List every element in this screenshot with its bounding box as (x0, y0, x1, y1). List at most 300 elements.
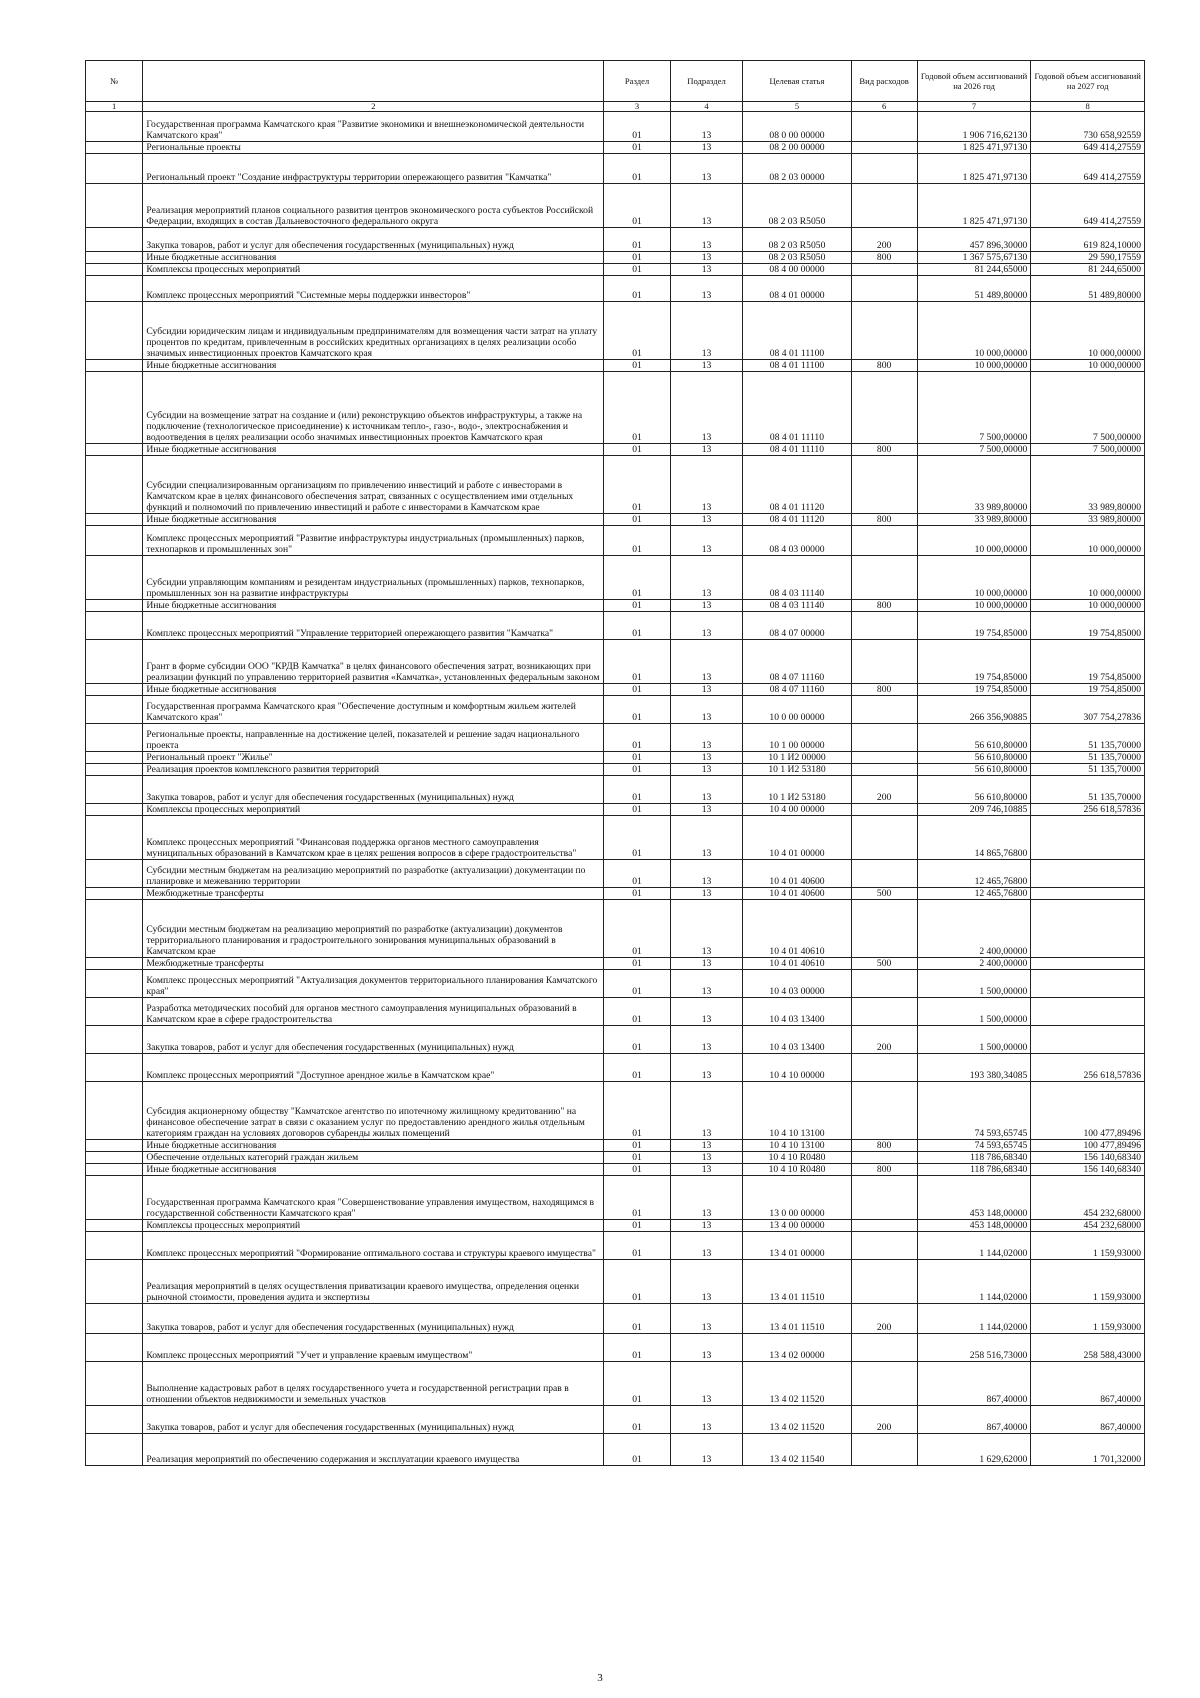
cell-2027: 51 135,70000 (1031, 752, 1145, 764)
cell-razdel: 01 (604, 112, 670, 142)
cell-name: Субсидия акционерному обществу "Камчатское агентство по ипотечному жилищному кредитованию" на финансовое обеспечение затрат в связи с оказанием услуг по предоставлению арендного жилья отдельным категориям граждан на условиях договоров субаренды жилых помещений (143, 1082, 604, 1140)
cell-razdel: 01 (604, 900, 670, 958)
cell-target: 10 4 10 13100 (743, 1082, 851, 1140)
cell-num (86, 1232, 143, 1260)
cell-target: 10 1 И2 53180 (743, 776, 851, 804)
cell-name: Комплекс процессных мероприятий "Системные меры поддержки инвесторов" (143, 276, 604, 302)
cell-vid (851, 372, 917, 444)
table-row (86, 252, 1145, 264)
cell-2026: 10 000,00000 (917, 526, 1031, 556)
cell-num (86, 1406, 143, 1434)
cell-name: Реализация мероприятий по обеспечению содержания и эксплуатации краевого имущества (143, 1434, 604, 1466)
cell-vid (851, 816, 917, 860)
cell-2026: 56 610,80000 (917, 764, 1031, 776)
cell-vid (851, 184, 917, 228)
table-row (86, 228, 1145, 252)
cell-razdel: 01 (604, 1054, 670, 1082)
cell-num (86, 444, 143, 456)
colnum: 5 (743, 102, 851, 112)
cell-podrazdel: 13 (670, 1220, 743, 1232)
cell-2027 (1031, 816, 1145, 860)
cell-vid (851, 1362, 917, 1406)
cell-target: 10 4 00 00000 (743, 804, 851, 816)
cell-num (86, 1176, 143, 1220)
table-row (86, 264, 1145, 276)
header-num: № (86, 61, 143, 102)
cell-name: Реализация мероприятий планов социального развития центров экономического роста субъектов Российской Федерации, входящих в состав Дальневосточного федерального округа (143, 184, 604, 228)
cell-vid: 800 (851, 600, 917, 612)
cell-vid (851, 556, 917, 600)
cell-num (86, 804, 143, 816)
table-row (86, 816, 1145, 860)
header-2026: Годовой объем ассигнований на 2026 год (917, 61, 1031, 102)
cell-razdel: 01 (604, 958, 670, 970)
cell-podrazdel: 13 (670, 1054, 743, 1082)
cell-name: Комплекс процессных мероприятий "Финансовая поддержка органов местного самоуправления муниципальных образований в Камчатском крае в целях решения вопросов в сфере градостроительства" (143, 816, 604, 860)
cell-2026: 56 610,80000 (917, 752, 1031, 764)
cell-2026: 1 629,62000 (917, 1434, 1031, 1466)
table-row (86, 184, 1145, 228)
cell-target: 10 4 01 40610 (743, 900, 851, 958)
cell-vid: 800 (851, 684, 917, 696)
cell-target: 08 4 03 11140 (743, 600, 851, 612)
cell-podrazdel: 13 (670, 612, 743, 640)
cell-podrazdel: 13 (670, 724, 743, 752)
header-razdel: Раздел (604, 61, 670, 102)
cell-2027: 156 140,68340 (1031, 1164, 1145, 1176)
cell-vid: 800 (851, 1164, 917, 1176)
cell-target: 13 4 02 00000 (743, 1334, 851, 1362)
cell-name: Региональный проект "Создание инфраструктуры территории опережающего развития "Камчатка" (143, 154, 604, 184)
cell-target: 08 2 03 R5050 (743, 252, 851, 264)
cell-2026: 14 865,76800 (917, 816, 1031, 860)
table-row (86, 1434, 1145, 1466)
cell-2027: 19 754,85000 (1031, 640, 1145, 684)
cell-vid (851, 276, 917, 302)
cell-razdel: 01 (604, 184, 670, 228)
cell-razdel: 01 (604, 860, 670, 888)
cell-podrazdel: 13 (670, 1434, 743, 1466)
cell-razdel: 01 (604, 764, 670, 776)
cell-podrazdel: 13 (670, 1176, 743, 1220)
cell-2027: 29 590,17559 (1031, 252, 1145, 264)
cell-name: Комплекс процессных мероприятий "Актуализация документов территориального планирования Камчатского края" (143, 970, 604, 998)
cell-num (86, 684, 143, 696)
cell-target: 08 2 00 00000 (743, 142, 851, 154)
cell-name: Закупка товаров, работ и услуг для обеспечения государственных (муниципальных) нужд (143, 776, 604, 804)
cell-razdel: 01 (604, 1434, 670, 1466)
cell-target: 08 2 03 R5050 (743, 184, 851, 228)
cell-num (86, 1140, 143, 1152)
cell-num (86, 556, 143, 600)
cell-name: Региональные проекты (143, 142, 604, 154)
table-row (86, 958, 1145, 970)
cell-2026: 81 244,65000 (917, 264, 1031, 276)
cell-2027: 156 140,68340 (1031, 1152, 1145, 1164)
cell-vid (851, 1334, 917, 1362)
cell-2027: 10 000,00000 (1031, 302, 1145, 360)
cell-razdel: 01 (604, 1164, 670, 1176)
cell-num (86, 1260, 143, 1304)
cell-target: 08 4 03 11140 (743, 556, 851, 600)
cell-num (86, 1304, 143, 1334)
cell-2026: 1 825 471,97130 (917, 154, 1031, 184)
cell-name: Государственная программа Камчатского края "Развитие экономики и внешнеэкономической деятельности Камчатского края" (143, 112, 604, 142)
table-row (86, 1152, 1145, 1164)
cell-target: 10 4 10 13100 (743, 1140, 851, 1152)
cell-2026: 266 356,90885 (917, 696, 1031, 724)
table-row (86, 860, 1145, 888)
cell-name: Субсидии на возмещение затрат на создание и (или) реконструкцию объектов инфраструктуры, а также на подключение (технологическое присоединение) к источникам тепло-, газо-, водо-, электроснабжения и водоотведения в целях реализации особо значимых инвестиционных проектов Камчатского края (143, 372, 604, 444)
cell-2027: 51 135,70000 (1031, 764, 1145, 776)
cell-num (86, 112, 143, 142)
table-row (86, 360, 1145, 372)
cell-2026: 209 746,10885 (917, 804, 1031, 816)
cell-podrazdel: 13 (670, 112, 743, 142)
cell-razdel: 01 (604, 724, 670, 752)
cell-2027: 10 000,00000 (1031, 556, 1145, 600)
cell-razdel: 01 (604, 1232, 670, 1260)
cell-2026: 1 367 575,67130 (917, 252, 1031, 264)
cell-podrazdel: 13 (670, 860, 743, 888)
cell-num (86, 860, 143, 888)
cell-num (86, 888, 143, 900)
cell-target: 08 4 01 11110 (743, 444, 851, 456)
colnum: 7 (917, 102, 1031, 112)
cell-vid (851, 456, 917, 514)
cell-vid: 800 (851, 1140, 917, 1152)
cell-razdel: 01 (604, 1140, 670, 1152)
cell-2026: 74 593,65745 (917, 1082, 1031, 1140)
cell-vid: 200 (851, 1304, 917, 1334)
cell-podrazdel: 13 (670, 444, 743, 456)
cell-2027: 33 989,80000 (1031, 514, 1145, 526)
cell-num (86, 514, 143, 526)
cell-2027: 454 232,68000 (1031, 1176, 1145, 1220)
cell-razdel: 01 (604, 444, 670, 456)
cell-vid: 200 (851, 1406, 917, 1434)
cell-podrazdel: 13 (670, 1152, 743, 1164)
cell-name: Иные бюджетные ассигнования (143, 444, 604, 456)
colnum: 8 (1031, 102, 1145, 112)
cell-2026: 7 500,00000 (917, 444, 1031, 456)
cell-vid (851, 724, 917, 752)
cell-razdel: 01 (604, 600, 670, 612)
cell-2027: 258 588,43000 (1031, 1334, 1145, 1362)
cell-razdel: 01 (604, 1362, 670, 1406)
cell-name: Межбюджетные трансферты (143, 958, 604, 970)
cell-num (86, 764, 143, 776)
cell-target: 10 4 10 R0480 (743, 1164, 851, 1176)
cell-razdel: 01 (604, 612, 670, 640)
cell-vid (851, 1054, 917, 1082)
cell-2026: 867,40000 (917, 1406, 1031, 1434)
cell-name: Комплексы процессных мероприятий (143, 804, 604, 816)
cell-target: 08 4 01 11120 (743, 514, 851, 526)
cell-podrazdel: 13 (670, 764, 743, 776)
cell-vid: 200 (851, 1026, 917, 1054)
colnum: 3 (604, 102, 670, 112)
cell-2026: 56 610,80000 (917, 724, 1031, 752)
cell-vid (851, 1434, 917, 1466)
cell-2026: 10 000,00000 (917, 302, 1031, 360)
table-row (86, 1164, 1145, 1176)
cell-target: 10 0 00 00000 (743, 696, 851, 724)
cell-name: Государственная программа Камчатского края "Обеспечение доступным и комфортным жильем жителей Камчатского края" (143, 696, 604, 724)
cell-2027 (1031, 958, 1145, 970)
cell-vid (851, 998, 917, 1026)
cell-name: Иные бюджетные ассигнования (143, 600, 604, 612)
cell-name: Субсидии специализированным организациям по привлечению инвестиций и работе с инвесторами в Камчатском крае в целях финансового обеспечения затрат, связанных с осуществлением ими отдельных функций и полномочий по привлечению инвестиций и работе с инвесторами в Камчатском крае (143, 456, 604, 514)
cell-name: Региональный проект "Жилье" (143, 752, 604, 764)
header-name (143, 61, 604, 102)
cell-vid: 200 (851, 776, 917, 804)
cell-vid (851, 1082, 917, 1140)
cell-vid: 500 (851, 888, 917, 900)
cell-num (86, 276, 143, 302)
cell-podrazdel: 13 (670, 900, 743, 958)
cell-target: 08 4 07 11160 (743, 684, 851, 696)
cell-2027: 10 000,00000 (1031, 600, 1145, 612)
cell-name: Разработка методических пособий для органов местного самоуправления муниципальных образований в Камчатском крае в сфере градостроительства (143, 998, 604, 1026)
cell-podrazdel: 13 (670, 1026, 743, 1054)
cell-podrazdel: 13 (670, 456, 743, 514)
cell-num (86, 724, 143, 752)
colnum: 2 (143, 102, 604, 112)
cell-2027: 10 000,00000 (1031, 360, 1145, 372)
cell-vid (851, 640, 917, 684)
table-row (86, 752, 1145, 764)
cell-name: Реализация мероприятий в целях осуществления приватизации краевого имущества, определения оценки рыночной стоимости, проведения аудита и экспертизы (143, 1260, 604, 1304)
cell-2026: 457 896,30000 (917, 228, 1031, 252)
cell-vid (851, 860, 917, 888)
cell-razdel: 01 (604, 752, 670, 764)
table-row (86, 1260, 1145, 1304)
cell-2026: 2 400,00000 (917, 900, 1031, 958)
cell-razdel: 01 (604, 252, 670, 264)
cell-vid (851, 1176, 917, 1220)
cell-name: Комплекс процессных мероприятий "Управление территорией опережающего развития "Камчатка" (143, 612, 604, 640)
cell-target: 08 2 03 R5050 (743, 228, 851, 252)
cell-vid (851, 752, 917, 764)
cell-2026: 1 500,00000 (917, 1026, 1031, 1054)
cell-vid: 800 (851, 360, 917, 372)
cell-podrazdel: 13 (670, 372, 743, 444)
cell-razdel: 01 (604, 1152, 670, 1164)
cell-razdel: 01 (604, 640, 670, 684)
cell-razdel: 01 (604, 372, 670, 444)
cell-podrazdel: 13 (670, 752, 743, 764)
cell-num (86, 526, 143, 556)
cell-podrazdel: 13 (670, 684, 743, 696)
cell-name: Комплекс процессных мероприятий "Доступное арендное жилье в Камчатском крае" (143, 1054, 604, 1082)
table-row (86, 684, 1145, 696)
cell-podrazdel: 13 (670, 776, 743, 804)
cell-podrazdel: 13 (670, 276, 743, 302)
cell-2027: 10 000,00000 (1031, 526, 1145, 556)
cell-2026: 33 989,80000 (917, 456, 1031, 514)
cell-vid: 800 (851, 252, 917, 264)
cell-name: Закупка товаров, работ и услуг для обеспечения государственных (муниципальных) нужд (143, 228, 604, 252)
cell-podrazdel: 13 (670, 816, 743, 860)
cell-2026: 12 465,76800 (917, 888, 1031, 900)
cell-target: 08 4 01 00000 (743, 276, 851, 302)
table-row (86, 276, 1145, 302)
cell-num (86, 184, 143, 228)
cell-podrazdel: 13 (670, 1304, 743, 1334)
cell-2027: 730 658,92559 (1031, 112, 1145, 142)
cell-num (86, 1220, 143, 1232)
cell-num (86, 1434, 143, 1466)
cell-razdel: 01 (604, 360, 670, 372)
cell-2026: 118 786,68340 (917, 1152, 1031, 1164)
table-row (86, 112, 1145, 142)
cell-target: 10 4 01 40600 (743, 860, 851, 888)
cell-podrazdel: 13 (670, 1260, 743, 1304)
cell-num (86, 264, 143, 276)
cell-2026: 867,40000 (917, 1362, 1031, 1406)
cell-razdel: 01 (604, 970, 670, 998)
cell-vid (851, 900, 917, 958)
cell-2026: 19 754,85000 (917, 684, 1031, 696)
cell-razdel: 01 (604, 1220, 670, 1232)
table-row (86, 804, 1145, 816)
cell-num (86, 958, 143, 970)
cell-target: 10 4 01 40600 (743, 888, 851, 900)
cell-target: 08 4 01 11100 (743, 302, 851, 360)
cell-num (86, 360, 143, 372)
cell-razdel: 01 (604, 804, 670, 816)
cell-podrazdel: 13 (670, 1334, 743, 1362)
cell-target: 13 4 00 00000 (743, 1220, 851, 1232)
cell-2027 (1031, 888, 1145, 900)
cell-num (86, 752, 143, 764)
cell-num (86, 640, 143, 684)
cell-num (86, 900, 143, 958)
cell-2026: 1 144,02000 (917, 1232, 1031, 1260)
cell-2027: 1 159,93000 (1031, 1232, 1145, 1260)
cell-target: 13 4 02 11520 (743, 1362, 851, 1406)
colnum: 1 (86, 102, 143, 112)
table-row (86, 724, 1145, 752)
cell-name: Межбюджетные трансферты (143, 888, 604, 900)
cell-2026: 453 148,00000 (917, 1176, 1031, 1220)
table-row (86, 970, 1145, 998)
cell-vid (851, 302, 917, 360)
cell-target: 08 4 03 00000 (743, 526, 851, 556)
cell-num (86, 600, 143, 612)
table-row (86, 900, 1145, 958)
cell-vid (851, 112, 917, 142)
cell-razdel: 01 (604, 456, 670, 514)
cell-num (86, 1082, 143, 1140)
cell-podrazdel: 13 (670, 1082, 743, 1140)
cell-name: Закупка товаров, работ и услуг для обеспечения государственных (муниципальных) нужд (143, 1406, 604, 1434)
cell-num (86, 372, 143, 444)
colnum: 6 (851, 102, 917, 112)
cell-razdel: 01 (604, 776, 670, 804)
cell-razdel: 01 (604, 816, 670, 860)
cell-2026: 56 610,80000 (917, 776, 1031, 804)
page-number: 3 (597, 1672, 603, 1684)
cell-podrazdel: 13 (670, 252, 743, 264)
cell-target: 10 4 01 00000 (743, 816, 851, 860)
cell-name: Иные бюджетные ассигнования (143, 360, 604, 372)
cell-razdel: 01 (604, 154, 670, 184)
cell-vid (851, 1260, 917, 1304)
cell-num (86, 142, 143, 154)
cell-name: Субсидии юридическим лицам и индивидуальным предпринимателям для возмещения части затрат на уплату процентов по кредитам, привлеченным в российских кредитных организациях в целях реализации особо значимых инвестиционных проектов Камчатского края (143, 302, 604, 360)
cell-2026: 51 489,80000 (917, 276, 1031, 302)
cell-name: Комплексы процессных мероприятий (143, 1220, 604, 1232)
cell-2026: 33 989,80000 (917, 514, 1031, 526)
colnum: 4 (670, 102, 743, 112)
cell-name: Субсидии местным бюджетам на реализацию мероприятий по разработке (актуализации) документов территориального планирования и градостроительного зонирования муниципальных образований в Камчатском крае (143, 900, 604, 958)
cell-2027: 307 754,27836 (1031, 696, 1145, 724)
cell-name: Государственная программа Камчатского края "Совершенствование управления имуществом, находящимся в государственной собственности Камчатского края" (143, 1176, 604, 1220)
cell-name: Иные бюджетные ассигнования (143, 1140, 604, 1152)
cell-vid (851, 1152, 917, 1164)
cell-2026: 10 000,00000 (917, 556, 1031, 600)
cell-podrazdel: 13 (670, 640, 743, 684)
cell-2027: 7 500,00000 (1031, 372, 1145, 444)
table-row (86, 776, 1145, 804)
cell-vid (851, 142, 917, 154)
cell-podrazdel: 13 (670, 264, 743, 276)
cell-2027: 1 159,93000 (1031, 1260, 1145, 1304)
cell-name: Закупка товаров, работ и услуг для обеспечения государственных (муниципальных) нужд (143, 1026, 604, 1054)
cell-razdel: 01 (604, 556, 670, 600)
cell-2027: 51 135,70000 (1031, 776, 1145, 804)
cell-podrazdel: 13 (670, 142, 743, 154)
cell-2027: 7 500,00000 (1031, 444, 1145, 456)
table-row (86, 764, 1145, 776)
header-podrazdel: Подраздел (670, 61, 743, 102)
cell-vid (851, 1220, 917, 1232)
cell-razdel: 01 (604, 526, 670, 556)
table-row (86, 1220, 1145, 1232)
cell-2026: 1 825 471,97130 (917, 184, 1031, 228)
cell-podrazdel: 13 (670, 970, 743, 998)
table-row (86, 1406, 1145, 1434)
cell-2027: 19 754,85000 (1031, 612, 1145, 640)
cell-2026: 118 786,68340 (917, 1164, 1031, 1176)
cell-name: Комплекс процессных мероприятий "Формирование оптимального состава и структуры краевого имущества" (143, 1232, 604, 1260)
cell-podrazdel: 13 (670, 1164, 743, 1176)
table-row (86, 612, 1145, 640)
cell-target: 13 4 01 00000 (743, 1232, 851, 1260)
cell-razdel: 01 (604, 142, 670, 154)
table-row (86, 640, 1145, 684)
cell-target: 08 2 03 00000 (743, 154, 851, 184)
cell-target: 08 4 00 00000 (743, 264, 851, 276)
cell-podrazdel: 13 (670, 360, 743, 372)
cell-razdel: 01 (604, 1334, 670, 1362)
cell-vid (851, 526, 917, 556)
cell-name: Обеспечение отдельных категорий граждан жильем (143, 1152, 604, 1164)
cell-podrazdel: 13 (670, 302, 743, 360)
cell-target: 10 4 01 40610 (743, 958, 851, 970)
cell-name: Комплексы процессных мероприятий (143, 264, 604, 276)
cell-name: Региональные проекты, направленные на достижение целей, показателей и решение задач национального проекта (143, 724, 604, 752)
cell-razdel: 01 (604, 1406, 670, 1434)
cell-name: Комплекс процессных мероприятий "Учет и управление краевым имуществом" (143, 1334, 604, 1362)
cell-2026: 19 754,85000 (917, 612, 1031, 640)
cell-2026: 10 000,00000 (917, 600, 1031, 612)
cell-2027: 256 618,57836 (1031, 1054, 1145, 1082)
cell-podrazdel: 13 (670, 998, 743, 1026)
cell-podrazdel: 13 (670, 154, 743, 184)
